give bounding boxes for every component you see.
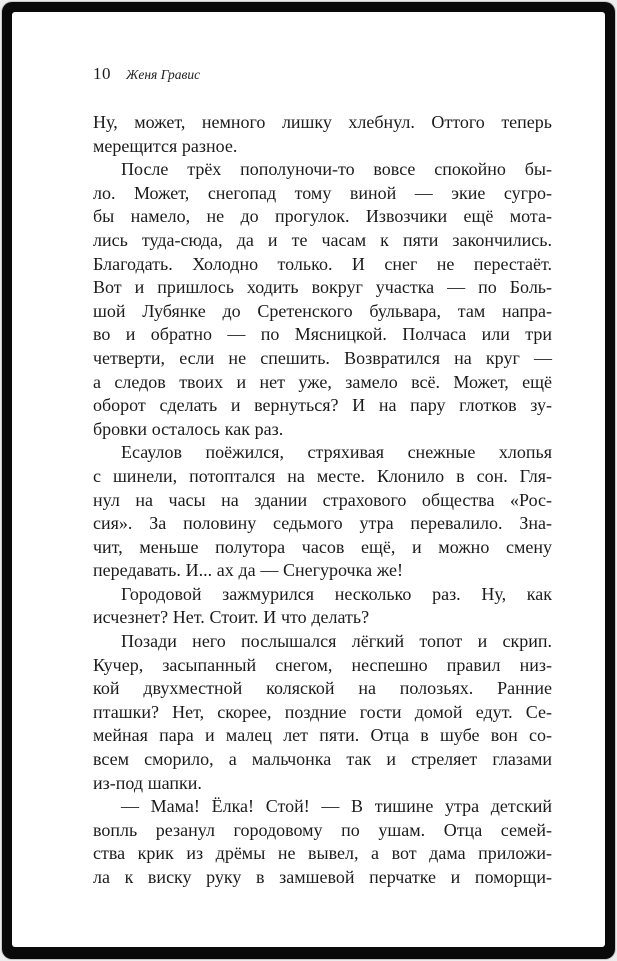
page-header bbox=[93, 64, 552, 86]
text-line: бровки осталось как раз. bbox=[93, 418, 284, 439]
text-line: мейная пара и малец лет пяти. Отца в шубе вон со- bbox=[93, 725, 552, 746]
text-line: — Мама! Ёлка! Стой! — В тишине утра детский bbox=[121, 796, 552, 817]
text-line: четверти, если не спешить. Возвратился на круг — bbox=[93, 347, 552, 368]
paragraph bbox=[93, 111, 552, 158]
text-line: пташки? Нет, скорее, поздние гости домой едут. Се- bbox=[93, 701, 552, 722]
text-line: После трёх пополуночи-то вовсе спокойно бы- bbox=[121, 159, 552, 180]
text-line: Городовой зажмурился несколько раз. Ну, как bbox=[121, 583, 552, 604]
page-number: 10 bbox=[93, 64, 111, 83]
text-line: ства крик из дрёмы не вывел, а вот дама приложи- bbox=[93, 843, 552, 864]
text-line: кой двухместной коляской на полозьях. Ранние bbox=[93, 678, 552, 699]
text-line: с шинели, потоптался на месте. Клонило в сон. Гля- bbox=[93, 465, 552, 486]
text-line: чит, меньше полутора часов ещё, и можно смену bbox=[93, 536, 552, 557]
text-line: ло. Может, снегопад тому виной — экие сугро- bbox=[93, 182, 552, 203]
text-line: шой Лубянке до Сретенского бульвара, там напра- bbox=[93, 300, 552, 321]
text-line: Позади него послышался лёгкий топот и скрип. bbox=[121, 631, 552, 652]
book-page bbox=[12, 12, 605, 947]
text-line: Вот и пришлось ходить вокруг участка — по Боль- bbox=[93, 277, 552, 298]
paragraph bbox=[93, 158, 552, 441]
text-line: мерещится разное. bbox=[93, 135, 238, 156]
text-line: вопль резанул городовому по ушам. Отца семей- bbox=[93, 819, 552, 840]
author-name: Женя Гравис bbox=[126, 67, 201, 82]
device-frame bbox=[2, 2, 615, 959]
text-line: Есаулов поёжился, стряхивая снежные хлопья bbox=[121, 442, 552, 463]
text-line: всем сморило, а мальчонка так и стреляет глазами bbox=[93, 749, 552, 770]
text-line: сия». За половину седьмого утра перевалило. Зна- bbox=[93, 513, 552, 534]
text-line: Благодать. Холодно только. И снег не перестаёт. bbox=[93, 253, 552, 274]
text-block bbox=[93, 111, 552, 890]
text-line: из-под шапки. bbox=[93, 772, 202, 793]
text-line: нул на часы на здании страхового общества «Рос- bbox=[93, 489, 552, 510]
text-line: бы намело, не до прогулок. Извозчики ещё мота- bbox=[93, 206, 552, 227]
text-line: оборот сделать и вернуться? И на пару глотков зу- bbox=[93, 395, 552, 416]
text-line: ла к виску руку в замшевой перчатке и поморщи- bbox=[93, 867, 552, 887]
paragraph bbox=[93, 795, 552, 889]
paragraph bbox=[93, 583, 552, 630]
text-line: передавать. И... ах да — Снегурочка же! bbox=[93, 560, 403, 581]
text-line: исчезнет? Нет. Стоит. И что делать? bbox=[93, 607, 370, 628]
paragraph bbox=[93, 441, 552, 583]
text-line: во и обратно — по Мясницкой. Полчаса или три bbox=[93, 324, 552, 345]
text-line: Ну, может, немного лишку хлебнул. Оттого теперь bbox=[93, 112, 552, 132]
text-line: лись туда-сюда, да и те часам к пяти закончились. bbox=[93, 229, 552, 250]
text-line: Кучер, засыпанный снегом, неспешно правил низ- bbox=[93, 654, 552, 675]
text-line: а следов твоих и нет уже, замело всё. Может, ещё bbox=[93, 371, 552, 392]
paragraph bbox=[93, 630, 552, 795]
